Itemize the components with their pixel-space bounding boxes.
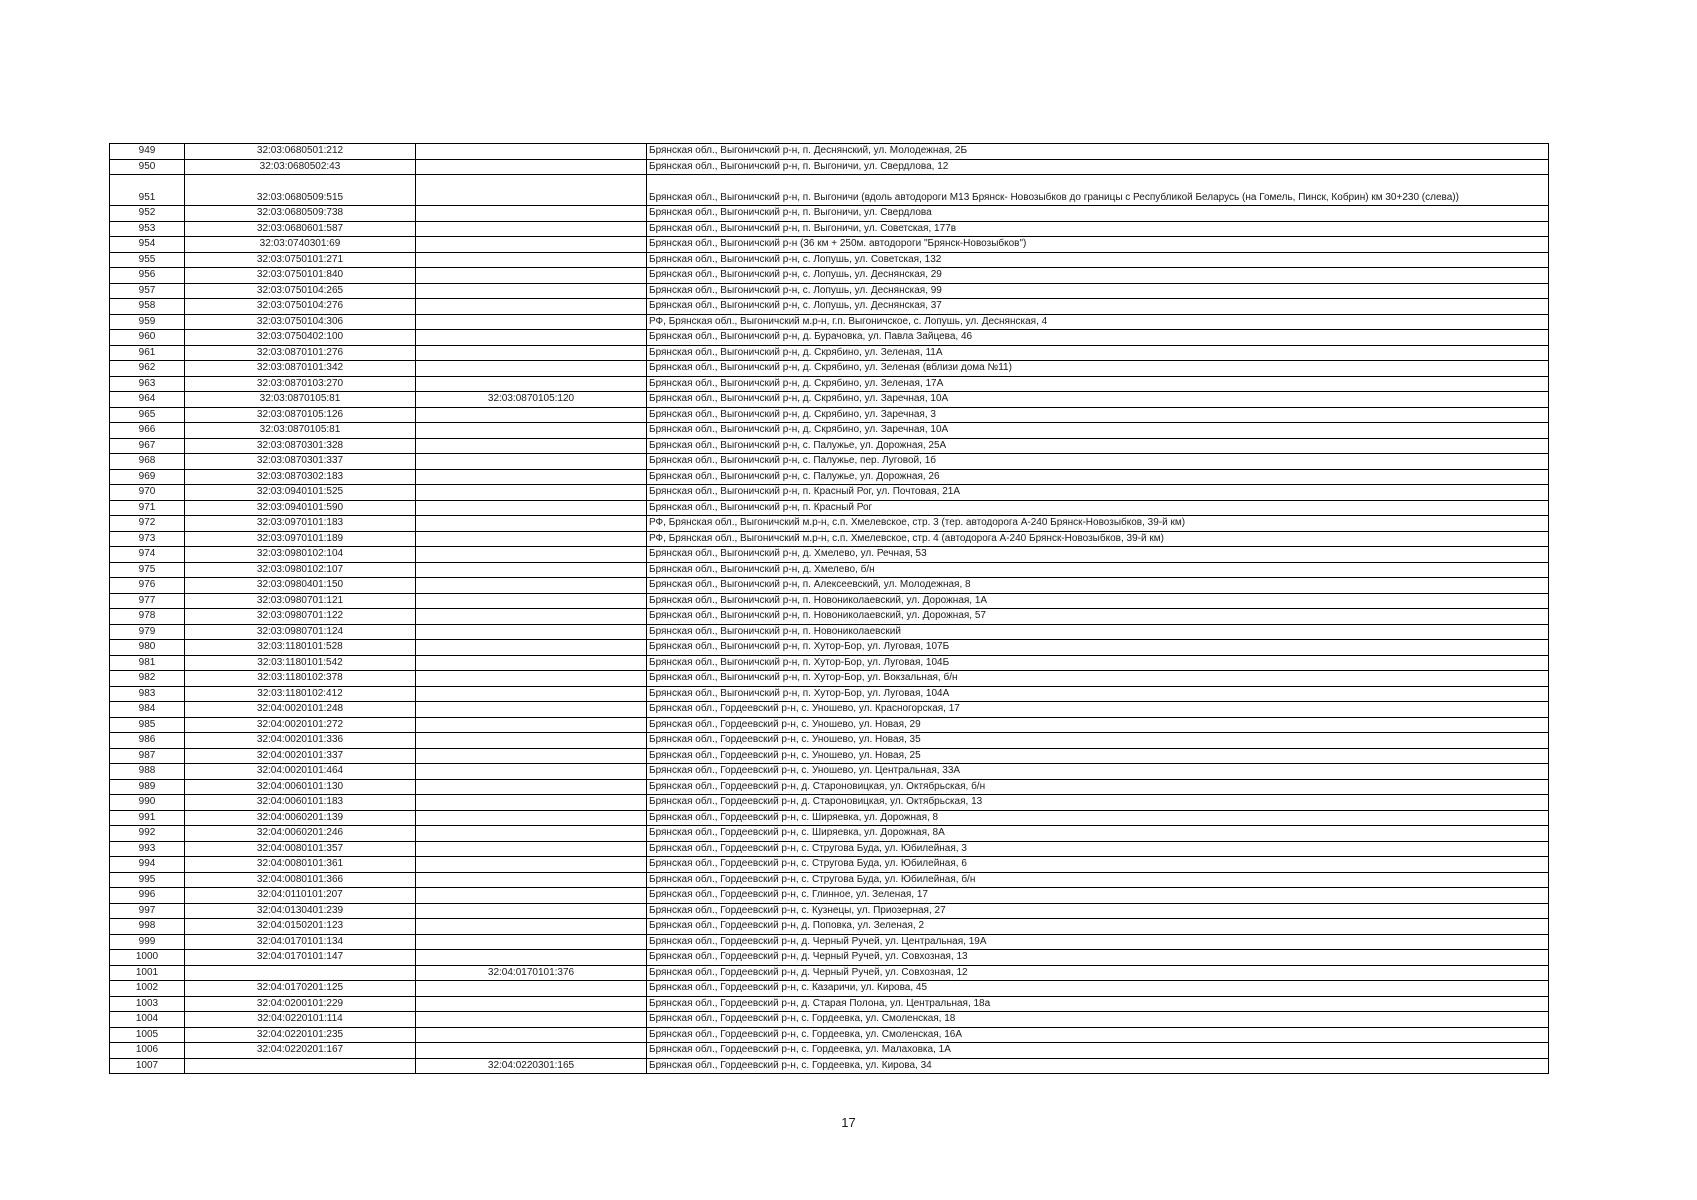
- address-cell: Брянская обл., Гордеевский р-н, с. Стругова Буда, ул. Юбилейная, 3: [647, 841, 1549, 857]
- linked-cadastral-number-cell: [416, 919, 647, 935]
- row-number-cell: 965: [110, 407, 185, 423]
- cadastral-number-cell: 32:04:0080101:366: [185, 872, 416, 888]
- cadastral-number-cell: 32:03:0740301:69: [185, 237, 416, 253]
- linked-cadastral-number-cell: [416, 1012, 647, 1028]
- linked-cadastral-number-cell: [416, 810, 647, 826]
- linked-cadastral-number-cell: 32:04:0220301:165: [416, 1058, 647, 1074]
- table-row: [110, 469, 1549, 485]
- registry-table: [109, 143, 1549, 1074]
- row-number-cell: 978: [110, 609, 185, 625]
- linked-cadastral-number-cell: [416, 454, 647, 470]
- table-row: [110, 516, 1549, 532]
- linked-cadastral-number-cell: [416, 1027, 647, 1043]
- row-number-cell: 980: [110, 640, 185, 656]
- row-number-cell: 981: [110, 655, 185, 671]
- address-cell: Брянская обл., Гордеевский р-н, с. Стругова Буда, ул. Юбилейная, б/н: [647, 872, 1549, 888]
- row-number-cell: 969: [110, 469, 185, 485]
- row-number-cell: 986: [110, 733, 185, 749]
- address-cell: Брянская обл., Гордеевский р-н, с. Казаричи, ул. Кирова, 45: [647, 981, 1549, 997]
- address-cell: Брянская обл., Выгоничский р-н, д. Бурачовка, ул. Павла Зайцева, 46: [647, 330, 1549, 346]
- table-row: [110, 810, 1549, 826]
- table-row: [110, 268, 1549, 284]
- row-number-cell: 958: [110, 299, 185, 315]
- cadastral-number-cell: 32:04:0110101:207: [185, 888, 416, 904]
- table-row: [110, 640, 1549, 656]
- address-cell: Брянская обл., Выгоничский р-н, п. Хутор-Бор, ул. Луговая, 104Б: [647, 655, 1549, 671]
- cadastral-number-cell: 32:03:0980701:121: [185, 593, 416, 609]
- row-number-cell: 1007: [110, 1058, 185, 1074]
- cadastral-number-cell: 32:04:0060101:183: [185, 795, 416, 811]
- table-row: [110, 872, 1549, 888]
- linked-cadastral-number-cell: [416, 655, 647, 671]
- table-row: [110, 206, 1549, 222]
- address-cell: Брянская обл., Выгоничский р-н, с. Палужье, пер. Луговой, 1б: [647, 454, 1549, 470]
- row-number-cell: 998: [110, 919, 185, 935]
- linked-cadastral-number-cell: [416, 779, 647, 795]
- table-row: [110, 252, 1549, 268]
- address-cell: Брянская обл., Выгоничский р-н, с. Лопушь, ул. Деснянская, 99: [647, 283, 1549, 299]
- row-number-cell: 995: [110, 872, 185, 888]
- address-cell: Брянская обл., Выгоничский р-н, п. Выгоничи, ул. Советская, 177в: [647, 221, 1549, 237]
- address-cell: Брянская обл., Выгоничский р-н, д. Скрябино, ул. Заречная, 3: [647, 407, 1549, 423]
- linked-cadastral-number-cell: [416, 888, 647, 904]
- linked-cadastral-number-cell: [416, 376, 647, 392]
- row-number-cell: 950: [110, 159, 185, 175]
- linked-cadastral-number-cell: [416, 438, 647, 454]
- linked-cadastral-number-cell: [416, 516, 647, 532]
- row-number-cell: 971: [110, 500, 185, 516]
- table-row: [110, 826, 1549, 842]
- table-row: [110, 392, 1549, 408]
- address-cell: Брянская обл., Гордеевский р-н, с. Ширяевка, ул. Дорожная, 8: [647, 810, 1549, 826]
- cadastral-number-cell: 32:04:0170101:147: [185, 950, 416, 966]
- table-row: [110, 1043, 1549, 1059]
- row-number-cell: 985: [110, 717, 185, 733]
- address-cell: Брянская обл., Выгоничский р-н, д. Скрябино, ул. Заречная, 10А: [647, 392, 1549, 408]
- table-row: [110, 299, 1549, 315]
- linked-cadastral-number-cell: [416, 1043, 647, 1059]
- address-cell: Брянская обл., Гордеевский р-н, д. Старая Полона, ул. Центральная, 18а: [647, 996, 1549, 1012]
- linked-cadastral-number-cell: [416, 934, 647, 950]
- address-cell: Брянская обл., Гордеевский р-н, с. Глинное, ул. Зеленая, 17: [647, 888, 1549, 904]
- linked-cadastral-number-cell: [416, 872, 647, 888]
- table-row: [110, 1058, 1549, 1074]
- table-row: [110, 376, 1549, 392]
- cadastral-number-cell: 32:03:0870301:328: [185, 438, 416, 454]
- cadastral-number-cell: 32:03:1180102:378: [185, 671, 416, 687]
- linked-cadastral-number-cell: [416, 159, 647, 175]
- row-number-cell: 960: [110, 330, 185, 346]
- linked-cadastral-number-cell: [416, 950, 647, 966]
- table-row: [110, 531, 1549, 547]
- linked-cadastral-number-cell: [416, 764, 647, 780]
- cadastral-number-cell: 32:03:0680509:515: [185, 175, 416, 206]
- address-cell: Брянская обл., Гордеевский р-н, с. Уношево, ул. Новая, 35: [647, 733, 1549, 749]
- linked-cadastral-number-cell: [416, 206, 647, 222]
- table-row: [110, 454, 1549, 470]
- linked-cadastral-number-cell: [416, 237, 647, 253]
- address-cell: Брянская обл., Гордеевский р-н, д. Черный Ручей, ул. Совхозная, 13: [647, 950, 1549, 966]
- address-cell: Брянская обл., Выгоничский р-н, п. Новониколаевский, ул. Дорожная, 57: [647, 609, 1549, 625]
- cadastral-number-cell: 32:03:0940101:590: [185, 500, 416, 516]
- address-cell: Брянская обл., Гордеевский р-н, с. Уношево, ул. Красногорская, 17: [647, 702, 1549, 718]
- linked-cadastral-number-cell: [416, 733, 647, 749]
- linked-cadastral-number-cell: [416, 330, 647, 346]
- address-cell: Брянская обл., Выгоничский р-н, д. Скрябино, ул. Зеленая, 11А: [647, 345, 1549, 361]
- row-number-cell: 949: [110, 144, 185, 160]
- cadastral-number-cell: 32:04:0220101:235: [185, 1027, 416, 1043]
- address-cell: Брянская обл., Гордеевский р-н, с. Гордеевка, ул. Малаховка, 1А: [647, 1043, 1549, 1059]
- table-row: [110, 283, 1549, 299]
- cadastral-number-cell: 32:03:0980701:122: [185, 609, 416, 625]
- row-number-cell: 997: [110, 903, 185, 919]
- address-cell: Брянская обл., Выгоничский р-н, д. Хмелево, б/н: [647, 562, 1549, 578]
- linked-cadastral-number-cell: [416, 624, 647, 640]
- address-cell: Брянская обл., Выгоничский р-н, п. Деснянский, ул. Молодежная, 2Б: [647, 144, 1549, 160]
- address-cell: Брянская обл., Выгоничский р-н, п. Красный Рог, ул. Почтовая, 21А: [647, 485, 1549, 501]
- cadastral-number-cell: 32:04:0220201:167: [185, 1043, 416, 1059]
- cadastral-number-cell: 32:04:0060101:130: [185, 779, 416, 795]
- table-row: [110, 407, 1549, 423]
- cadastral-number-cell: 32:03:0870302:183: [185, 469, 416, 485]
- address-cell: Брянская обл., Выгоничский р-н, д. Хмелево, ул. Речная, 53: [647, 547, 1549, 563]
- address-cell: Брянская обл., Выгоничский р-н, п. Новониколаевский, ул. Дорожная, 1А: [647, 593, 1549, 609]
- row-number-cell: 999: [110, 934, 185, 950]
- linked-cadastral-number-cell: [416, 795, 647, 811]
- table-row: [110, 779, 1549, 795]
- row-number-cell: 966: [110, 423, 185, 439]
- linked-cadastral-number-cell: [416, 361, 647, 377]
- address-cell: Брянская обл., Выгоничский р-н, п. Выгоничи (вдоль автодороги М13 Брянск- Новозыбков до границы с Республикой Беларусь (на Гомель, Пинск, Кобрин) км 30+230 (слева)): [647, 175, 1549, 206]
- cadastral-number-cell: 32:03:1180101:542: [185, 655, 416, 671]
- row-number-cell: 979: [110, 624, 185, 640]
- address-cell: Брянская обл., Гордеевский р-н, с. Гордеевка, ул. Кирова, 34: [647, 1058, 1549, 1074]
- table-row: [110, 159, 1549, 175]
- cadastral-number-cell: 32:03:1180101:528: [185, 640, 416, 656]
- cadastral-number-cell: 32:03:0870101:276: [185, 345, 416, 361]
- address-cell: Брянская обл., Выгоничский р-н, д. Скрябино, ул. Зеленая, 17А: [647, 376, 1549, 392]
- cadastral-number-cell: 32:04:0150201:123: [185, 919, 416, 935]
- address-cell: Брянская обл., Гордеевский р-н, д. Поповка, ул. Зеленая, 2: [647, 919, 1549, 935]
- address-cell: Брянская обл., Выгоничский р-н, п. Хутор-Бор, ул. Луговая, 107Б: [647, 640, 1549, 656]
- linked-cadastral-number-cell: [416, 175, 647, 206]
- row-number-cell: 1005: [110, 1027, 185, 1043]
- cadastral-number-cell: 32:04:0020101:272: [185, 717, 416, 733]
- cadastral-number-cell: 32:03:0970101:183: [185, 516, 416, 532]
- cadastral-number-cell: 32:03:0750402:100: [185, 330, 416, 346]
- cadastral-number-cell: 32:04:0020101:464: [185, 764, 416, 780]
- address-cell: Брянская обл., Выгоничский р-н, с. Лопушь, ул. Деснянская, 29: [647, 268, 1549, 284]
- row-number-cell: 1001: [110, 965, 185, 981]
- table-row: [110, 857, 1549, 873]
- cadastral-number-cell: 32:03:0870105:81: [185, 392, 416, 408]
- row-number-cell: 970: [110, 485, 185, 501]
- address-cell: Брянская обл., Гордеевский р-н, с. Уношево, ул. Новая, 25: [647, 748, 1549, 764]
- address-cell: Брянская обл., Гордеевский р-н, д. Черный Ручей, ул. Центральная, 19А: [647, 934, 1549, 950]
- row-number-cell: 953: [110, 221, 185, 237]
- cadastral-number-cell: 32:03:0680501:212: [185, 144, 416, 160]
- cadastral-number-cell: 32:03:0870103:270: [185, 376, 416, 392]
- address-cell: Брянская обл., Выгоничский р-н, п. Выгоничи, ул. Свердлова: [647, 206, 1549, 222]
- cadastral-number-cell: [185, 1058, 416, 1074]
- address-cell: Брянская обл., Выгоничский р-н, с. Лопушь, ул. Деснянская, 37: [647, 299, 1549, 315]
- row-number-cell: 972: [110, 516, 185, 532]
- cadastral-number-cell: 32:03:0750101:271: [185, 252, 416, 268]
- row-number-cell: 1003: [110, 996, 185, 1012]
- table-row: [110, 1027, 1549, 1043]
- address-cell: Брянская обл., Выгоничский р-н (36 км + 250м. автодороги "Брянск-Новозыбков"): [647, 237, 1549, 253]
- cadastral-number-cell: 32:03:0940101:525: [185, 485, 416, 501]
- row-number-cell: 1002: [110, 981, 185, 997]
- row-number-cell: 1004: [110, 1012, 185, 1028]
- table-row: [110, 841, 1549, 857]
- table-row: [110, 314, 1549, 330]
- table-row: [110, 795, 1549, 811]
- linked-cadastral-number-cell: [416, 841, 647, 857]
- row-number-cell: 992: [110, 826, 185, 842]
- row-number-cell: 977: [110, 593, 185, 609]
- table-row: [110, 934, 1549, 950]
- row-number-cell: 973: [110, 531, 185, 547]
- linked-cadastral-number-cell: [416, 562, 647, 578]
- linked-cadastral-number-cell: [416, 609, 647, 625]
- linked-cadastral-number-cell: [416, 686, 647, 702]
- row-number-cell: 954: [110, 237, 185, 253]
- cadastral-number-cell: 32:03:0870105:81: [185, 423, 416, 439]
- linked-cadastral-number-cell: [416, 469, 647, 485]
- table-row: [110, 485, 1549, 501]
- cadastral-number-cell: 32:03:0750104:276: [185, 299, 416, 315]
- cadastral-number-cell: 32:04:0020101:248: [185, 702, 416, 718]
- table-row: [110, 903, 1549, 919]
- cadastral-number-cell: 32:04:0060201:246: [185, 826, 416, 842]
- row-number-cell: 964: [110, 392, 185, 408]
- table-row: [110, 764, 1549, 780]
- cadastral-number-cell: 32:03:0980401:150: [185, 578, 416, 594]
- linked-cadastral-number-cell: [416, 221, 647, 237]
- cadastral-number-cell: 32:03:0980102:104: [185, 547, 416, 563]
- table-row: [110, 547, 1549, 563]
- row-number-cell: 968: [110, 454, 185, 470]
- table-row: [110, 996, 1549, 1012]
- row-number-cell: 982: [110, 671, 185, 687]
- linked-cadastral-number-cell: [416, 578, 647, 594]
- cadastral-number-cell: 32:03:0680601:587: [185, 221, 416, 237]
- address-cell: Брянская обл., Гордеевский р-н, д. Черный Ручей, ул. Совхозная, 12: [647, 965, 1549, 981]
- row-number-cell: 955: [110, 252, 185, 268]
- table-row: [110, 438, 1549, 454]
- linked-cadastral-number-cell: [416, 702, 647, 718]
- address-cell: Брянская обл., Гордеевский р-н, с. Гордеевка, ул. Смоленская, 16А: [647, 1027, 1549, 1043]
- row-number-cell: 991: [110, 810, 185, 826]
- cadastral-number-cell: 32:03:0750104:265: [185, 283, 416, 299]
- table-row: [110, 423, 1549, 439]
- row-number-cell: 951: [110, 175, 185, 206]
- row-number-cell: 961: [110, 345, 185, 361]
- address-cell: РФ, Брянская обл., Выгоничский м.р-н, с.п. Хмелевское, стр. 4 (автодорога А-240 Брянск-Новозыбков, 39-й км): [647, 531, 1549, 547]
- cadastral-number-cell: 32:03:0980701:124: [185, 624, 416, 640]
- linked-cadastral-number-cell: [416, 485, 647, 501]
- table-row: [110, 1012, 1549, 1028]
- table-row: [110, 221, 1549, 237]
- linked-cadastral-number-cell: [416, 299, 647, 315]
- address-cell: Брянская обл., Выгоничский р-н, п. Красный Рог: [647, 500, 1549, 516]
- linked-cadastral-number-cell: [416, 500, 647, 516]
- linked-cadastral-number-cell: 32:04:0170101:376: [416, 965, 647, 981]
- address-cell: Брянская обл., Гордеевский р-н, с. Гордеевка, ул. Смоленская, 18: [647, 1012, 1549, 1028]
- row-number-cell: 976: [110, 578, 185, 594]
- address-cell: Брянская обл., Гордеевский р-н, с. Уношево, ул. Центральная, 33А: [647, 764, 1549, 780]
- table-row: [110, 965, 1549, 981]
- table-row: [110, 733, 1549, 749]
- address-cell: Брянская обл., Выгоничский р-н, п. Новониколаевский: [647, 624, 1549, 640]
- address-cell: Брянская обл., Выгоничский р-н, с. Лопушь, ул. Советская, 132: [647, 252, 1549, 268]
- row-number-cell: 967: [110, 438, 185, 454]
- row-number-cell: 984: [110, 702, 185, 718]
- linked-cadastral-number-cell: [416, 593, 647, 609]
- linked-cadastral-number-cell: [416, 268, 647, 284]
- cadastral-number-cell: 32:03:0750104:306: [185, 314, 416, 330]
- row-number-cell: 963: [110, 376, 185, 392]
- linked-cadastral-number-cell: [416, 671, 647, 687]
- address-cell: РФ, Брянская обл., Выгоничский м.р-н, с.п. Хмелевское, стр. 3 (тер. автодорога А-240 Брянск-Новозыбков, 39-й км): [647, 516, 1549, 532]
- linked-cadastral-number-cell: [416, 314, 647, 330]
- address-cell: Брянская обл., Выгоничский р-н, д. Скрябино, ул. Зеленая (вблизи дома №11): [647, 361, 1549, 377]
- table-row: [110, 888, 1549, 904]
- table-row: [110, 686, 1549, 702]
- linked-cadastral-number-cell: [416, 407, 647, 423]
- cadastral-number-cell: 32:03:0870301:337: [185, 454, 416, 470]
- row-number-cell: 957: [110, 283, 185, 299]
- address-cell: РФ, Брянская обл., Выгоничский м.р-н, г.п. Выгоничское, с. Лопушь, ул. Деснянская, 4: [647, 314, 1549, 330]
- cadastral-number-cell: 32:03:0680509:738: [185, 206, 416, 222]
- row-number-cell: 994: [110, 857, 185, 873]
- row-number-cell: 987: [110, 748, 185, 764]
- address-cell: Брянская обл., Выгоничский р-н, п. Выгоничи, ул. Свердлова, 12: [647, 159, 1549, 175]
- table-row: [110, 671, 1549, 687]
- table-row: [110, 361, 1549, 377]
- cadastral-number-cell: [185, 965, 416, 981]
- row-number-cell: 1000: [110, 950, 185, 966]
- address-cell: Брянская обл., Гордеевский р-н, д. Староновицкая, ул. Октябрьская, 13: [647, 795, 1549, 811]
- cadastral-number-cell: 32:04:0170201:125: [185, 981, 416, 997]
- table-row: [110, 330, 1549, 346]
- cadastral-number-cell: 32:04:0020101:336: [185, 733, 416, 749]
- table-row: [110, 237, 1549, 253]
- row-number-cell: 990: [110, 795, 185, 811]
- table-row: [110, 578, 1549, 594]
- cadastral-number-cell: 32:04:0020101:337: [185, 748, 416, 764]
- address-cell: Брянская обл., Выгоничский р-н, п. Алексеевский, ул. Молодежная, 8: [647, 578, 1549, 594]
- table-row: [110, 624, 1549, 640]
- linked-cadastral-number-cell: [416, 531, 647, 547]
- table-row: [110, 500, 1549, 516]
- cadastral-number-cell: 32:04:0200101:229: [185, 996, 416, 1012]
- row-number-cell: 989: [110, 779, 185, 795]
- table-row: [110, 702, 1549, 718]
- linked-cadastral-number-cell: [416, 903, 647, 919]
- row-number-cell: 983: [110, 686, 185, 702]
- cadastral-number-cell: 32:04:0170101:134: [185, 934, 416, 950]
- row-number-cell: 962: [110, 361, 185, 377]
- row-number-cell: 974: [110, 547, 185, 563]
- linked-cadastral-number-cell: [416, 345, 647, 361]
- row-number-cell: 952: [110, 206, 185, 222]
- address-cell: Брянская обл., Гордеевский р-н, с. Ширяевка, ул. Дорожная, 8А: [647, 826, 1549, 842]
- linked-cadastral-number-cell: [416, 423, 647, 439]
- linked-cadastral-number-cell: [416, 252, 647, 268]
- cadastral-number-cell: 32:04:0220101:114: [185, 1012, 416, 1028]
- table-row: [110, 919, 1549, 935]
- linked-cadastral-number-cell: [416, 547, 647, 563]
- row-number-cell: 993: [110, 841, 185, 857]
- address-cell: Брянская обл., Выгоничский р-н, п. Хутор-Бор, ул. Луговая, 104А: [647, 686, 1549, 702]
- cadastral-number-cell: 32:04:0080101:361: [185, 857, 416, 873]
- table-row: [110, 593, 1549, 609]
- table-row: [110, 981, 1549, 997]
- linked-cadastral-number-cell: [416, 283, 647, 299]
- cadastral-number-cell: 32:03:1180102:412: [185, 686, 416, 702]
- cadastral-number-cell: 32:03:0870101:342: [185, 361, 416, 377]
- address-cell: Брянская обл., Выгоничский р-н, д. Скрябино, ул. Заречная, 10А: [647, 423, 1549, 439]
- cadastral-number-cell: 32:04:0130401:239: [185, 903, 416, 919]
- table-row: [110, 717, 1549, 733]
- row-number-cell: 956: [110, 268, 185, 284]
- linked-cadastral-number-cell: 32:03:0870105:120: [416, 392, 647, 408]
- table-row: [110, 748, 1549, 764]
- cadastral-number-cell: 32:04:0080101:357: [185, 841, 416, 857]
- table-row: [110, 345, 1549, 361]
- address-cell: Брянская обл., Выгоничский р-н, с. Палужье, ул. Дорожная, 26: [647, 469, 1549, 485]
- page-number: 17: [841, 1115, 856, 1130]
- linked-cadastral-number-cell: [416, 144, 647, 160]
- row-number-cell: 975: [110, 562, 185, 578]
- table-row: [110, 562, 1549, 578]
- linked-cadastral-number-cell: [416, 996, 647, 1012]
- linked-cadastral-number-cell: [416, 826, 647, 842]
- address-cell: Брянская обл., Гордеевский р-н, с. Уношево, ул. Новая, 29: [647, 717, 1549, 733]
- linked-cadastral-number-cell: [416, 717, 647, 733]
- row-number-cell: 988: [110, 764, 185, 780]
- address-cell: Брянская обл., Гордеевский р-н, д. Староновицкая, ул. Октябрьская, б/н: [647, 779, 1549, 795]
- linked-cadastral-number-cell: [416, 857, 647, 873]
- table-row: [110, 609, 1549, 625]
- address-cell: Брянская обл., Гордеевский р-н, с. Кузнецы, ул. Приозерная, 27: [647, 903, 1549, 919]
- cadastral-number-cell: 32:03:0750101:840: [185, 268, 416, 284]
- cadastral-number-cell: 32:04:0060201:139: [185, 810, 416, 826]
- cadastral-number-cell: 32:03:0870105:126: [185, 407, 416, 423]
- address-cell: Брянская обл., Выгоничский р-н, с. Палужье, ул. Дорожная, 25А: [647, 438, 1549, 454]
- row-number-cell: 1006: [110, 1043, 185, 1059]
- row-number-cell: 996: [110, 888, 185, 904]
- linked-cadastral-number-cell: [416, 640, 647, 656]
- registry-table-body: [110, 144, 1549, 1074]
- linked-cadastral-number-cell: [416, 981, 647, 997]
- cadastral-number-cell: 32:03:0980102:107: [185, 562, 416, 578]
- cadastral-number-cell: 32:03:0970101:189: [185, 531, 416, 547]
- row-number-cell: 959: [110, 314, 185, 330]
- table-row: [110, 655, 1549, 671]
- table-row: [110, 144, 1549, 160]
- linked-cadastral-number-cell: [416, 748, 647, 764]
- table-row: [110, 175, 1549, 206]
- cadastral-number-cell: 32:03:0680502:43: [185, 159, 416, 175]
- table-row: [110, 950, 1549, 966]
- address-cell: Брянская обл., Выгоничский р-н, п. Хутор-Бор, ул. Вокзальная, б/н: [647, 671, 1549, 687]
- address-cell: Брянская обл., Гордеевский р-н, с. Стругова Буда, ул. Юбилейная, 6: [647, 857, 1549, 873]
